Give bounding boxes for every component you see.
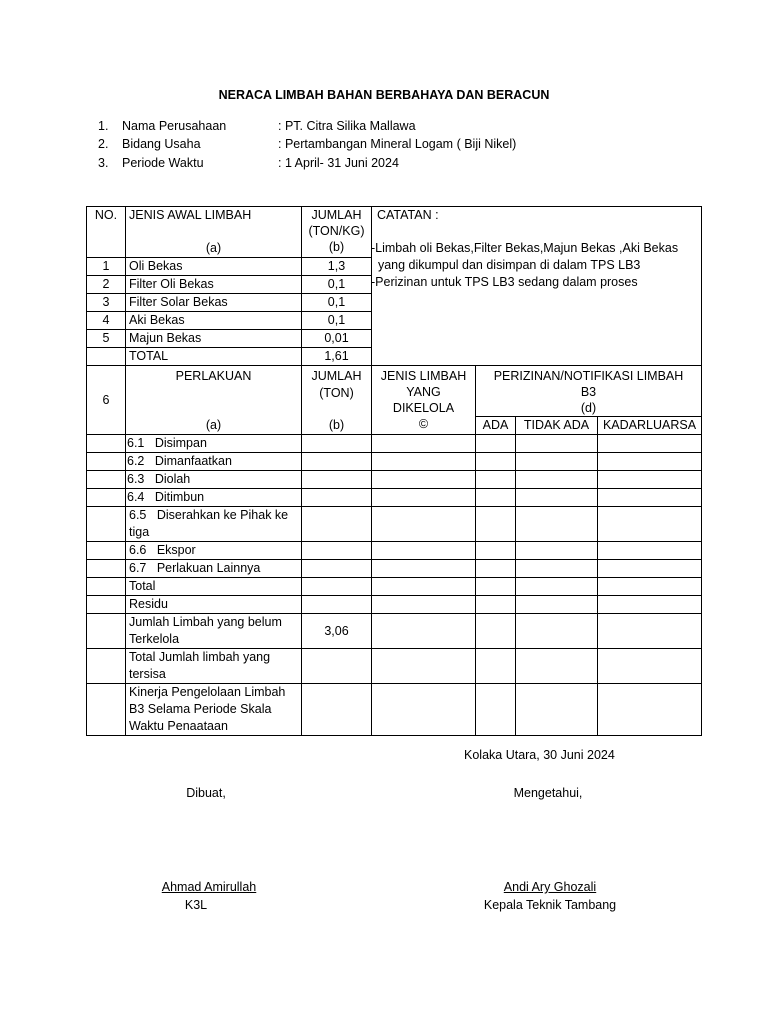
- header-jumlah-ton: [302, 366, 372, 435]
- header-no: NO.: [87, 207, 126, 258]
- header-jumlah-line: JUMLAH: [311, 369, 362, 383]
- treatment-name: Ditimbun: [154, 490, 205, 504]
- waste-name: Aki Bekas: [126, 312, 302, 330]
- table-row: [87, 560, 702, 578]
- row-no: 4: [87, 312, 126, 330]
- table-row: [87, 435, 702, 453]
- header-jenis-line: YANG: [406, 385, 441, 399]
- header-jumlah-unit: (TON): [319, 386, 354, 400]
- waste-qty: 0,1: [302, 294, 372, 312]
- belum-terkelola-label: [126, 614, 302, 649]
- info-number: 3.: [98, 156, 109, 170]
- treatment-name: Disimpan: [154, 436, 207, 450]
- header-jumlah-sub: (b): [328, 418, 345, 432]
- treatment-name: Diolah: [154, 472, 191, 486]
- row-no: 1: [87, 258, 126, 276]
- table-row: [87, 542, 702, 560]
- treatment-code: 6.4: [127, 490, 145, 504]
- info-label: Bidang Usaha: [122, 137, 201, 151]
- treatment-name: Perlakuan Lainnya: [156, 561, 261, 575]
- belum-terkelola-value: 3,06: [302, 614, 372, 649]
- header-ada: ADA: [476, 417, 516, 435]
- header-jenis-line: JENIS LIMBAH: [380, 369, 467, 383]
- treatment-code: 6.6: [129, 543, 147, 557]
- treatment-label: [126, 435, 302, 453]
- row-no: 5: [87, 330, 126, 348]
- header-jumlah-unit: (TON/KG): [308, 224, 365, 238]
- header-jenis-line: ©: [418, 417, 429, 431]
- waste-name: Majun Bekas: [126, 330, 302, 348]
- note-line: yang dikumpul dan disimpan di dalam TPS LB3: [371, 258, 641, 272]
- label-line: Terkelola: [129, 632, 180, 646]
- header-jenis-line: DIKELOLA: [392, 401, 455, 415]
- treatment-name-cont: tiga: [129, 525, 150, 539]
- header-jenis-label: JENIS AWAL LIMBAH: [129, 208, 252, 222]
- info-number: 1.: [98, 119, 109, 133]
- treatment-label: [126, 471, 302, 489]
- waste-name: Filter Solar Bekas: [126, 294, 302, 312]
- info-value: : 1 April- 31 Juni 2024: [278, 156, 399, 170]
- right-signer-name: Andi Ary Ghozali: [503, 880, 597, 894]
- treatment-label: [126, 560, 302, 578]
- table-row: [87, 596, 702, 614]
- header-perlakuan: [126, 366, 302, 435]
- label-line: Waktu Penaataan: [129, 719, 228, 733]
- label-line: tersisa: [129, 667, 166, 681]
- treatment-label: [126, 489, 302, 507]
- right-signature-label: Mengetahui,: [513, 786, 583, 800]
- catatan-cell: [372, 207, 702, 366]
- treatment-name: Ekspor: [156, 543, 196, 557]
- header-jumlah: [302, 207, 372, 258]
- header-perizinan-line: B3: [580, 385, 597, 399]
- label-line: Jumlah Limbah yang belum: [129, 615, 282, 629]
- tersisa-label: [126, 649, 302, 684]
- header-jenis-awal: [126, 207, 302, 258]
- treatment-label: [126, 453, 302, 471]
- kinerja-label: [126, 684, 302, 736]
- header-perizinan: [476, 366, 702, 417]
- header-jenis-dikelola: [372, 366, 476, 435]
- treatment-code: 6.2: [127, 454, 145, 468]
- left-signature-label: Dibuat,: [186, 786, 226, 800]
- place-date: Kolaka Utara, 30 Juni 2024: [464, 748, 615, 762]
- right-signer-role: Kepala Teknik Tambang: [483, 898, 617, 912]
- info-label: Nama Perusahaan: [122, 119, 227, 133]
- info-value: : Pertambangan Mineral Logam ( Biji Nikel): [278, 137, 517, 151]
- residu-label: Residu: [126, 596, 302, 614]
- table-row: [87, 649, 702, 684]
- header-perizinan-line: (d): [580, 401, 597, 415]
- treatment-name: Dimanfaatkan: [154, 454, 232, 468]
- table-row: [87, 578, 702, 596]
- table-row: [87, 471, 702, 489]
- document-title: NERACA LIMBAH BAHAN BERBAHAYA DAN BERACUN: [218, 88, 550, 102]
- section-number: 6: [87, 366, 126, 435]
- table-row: [87, 489, 702, 507]
- waste-qty: 1,3: [302, 258, 372, 276]
- header-kadarluarsa: KADARLUARSA: [598, 417, 702, 435]
- table-row: [87, 614, 702, 649]
- waste-qty: 0,1: [302, 276, 372, 294]
- label-line: B3 Selama Periode Skala: [129, 702, 272, 716]
- table-row: [87, 507, 702, 542]
- treatment-code: 6.5: [129, 508, 147, 522]
- left-signer-name: Ahmad Amirullah: [161, 880, 257, 894]
- header-tidak-ada: TIDAK ADA: [516, 417, 598, 435]
- treatment-label: [126, 507, 302, 542]
- row-no: 2: [87, 276, 126, 294]
- total-value: 1,61: [302, 348, 372, 366]
- empty-cell: [87, 348, 126, 366]
- waste-qty: 0,1: [302, 312, 372, 330]
- info-label: Periode Waktu: [122, 156, 204, 170]
- treatment-label: [126, 542, 302, 560]
- info-value: : PT. Citra Silika Mallawa: [278, 119, 416, 133]
- table-row: [87, 453, 702, 471]
- waste-name: Oli Bekas: [126, 258, 302, 276]
- waste-qty: 0,01: [302, 330, 372, 348]
- header-jenis-sub: (a): [205, 241, 222, 255]
- waste-name: Filter Oli Bekas: [126, 276, 302, 294]
- info-number: 2.: [98, 137, 109, 151]
- treatment-code: 6.3: [127, 472, 145, 486]
- waste-balance-table: [86, 206, 702, 736]
- note-line: -Limbah oli Bekas,Filter Bekas,Majun Bekas ,Aki Bekas: [371, 241, 679, 255]
- catatan-label: CATATAN :: [377, 208, 439, 222]
- header-perlakuan-sub: (a): [205, 418, 222, 432]
- total-label: Total: [126, 578, 302, 596]
- label-line: Kinerja Pengelolaan Limbah: [129, 685, 286, 699]
- header-perlakuan-label: PERLAKUAN: [175, 369, 252, 383]
- header-perizinan-line: PERIZINAN/NOTIFIKASI LIMBAH: [493, 369, 684, 383]
- header-jumlah-sub: (b): [328, 240, 345, 254]
- treatment-name: Diserahkan ke Pihak ke: [156, 508, 289, 522]
- treatment-code: 6.7: [129, 561, 147, 575]
- treatment-code: 6.1: [127, 436, 145, 450]
- note-line: -Perizinan untuk TPS LB3 sedang dalam proses: [371, 275, 638, 289]
- left-signer-role: K3L: [184, 898, 208, 912]
- row-no: 3: [87, 294, 126, 312]
- table-row: [87, 684, 702, 736]
- total-label: TOTAL: [126, 348, 302, 366]
- header-jumlah-line: JUMLAH: [311, 208, 362, 222]
- label-line: Total Jumlah limbah yang: [129, 650, 271, 664]
